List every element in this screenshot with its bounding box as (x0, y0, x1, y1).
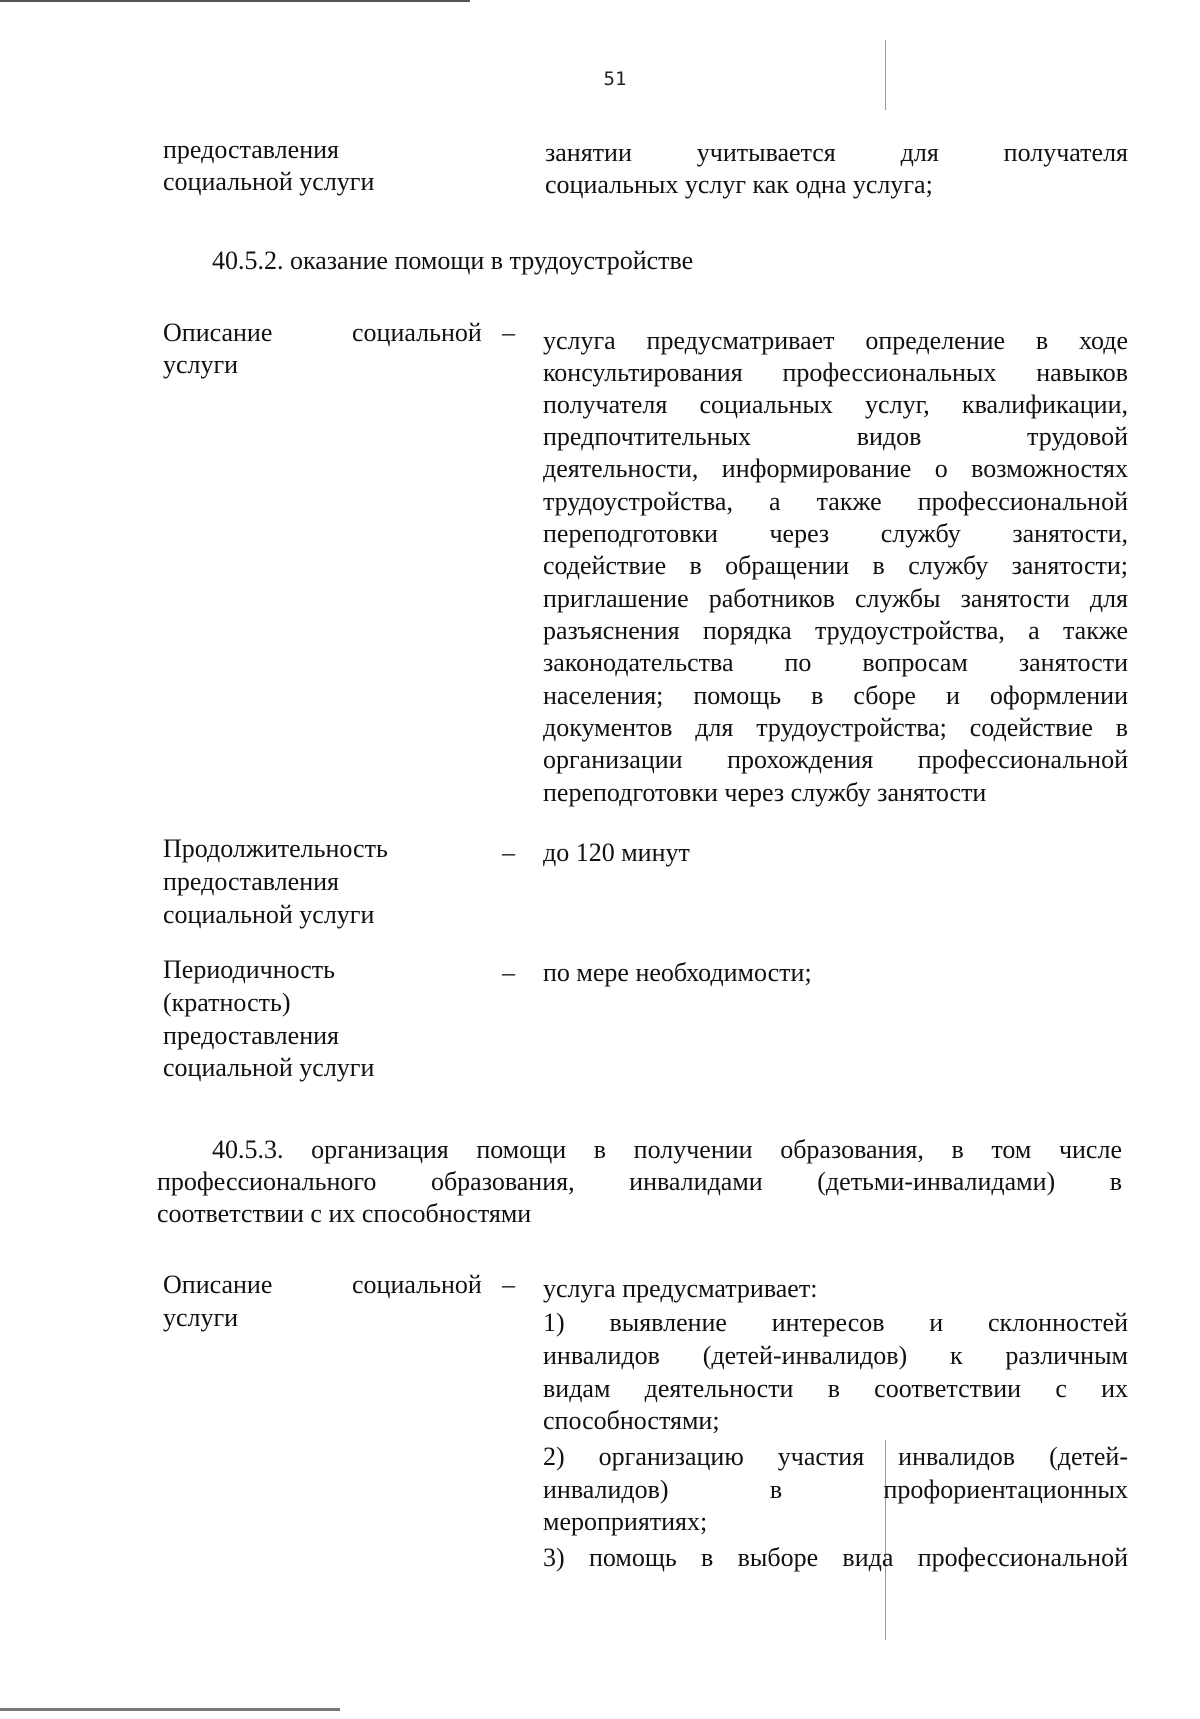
description-line: переподготовки через службу занятости, (543, 519, 1128, 548)
top-left-line-2: социальной услуги (163, 167, 375, 196)
description-label-word-3: услуги (163, 1303, 239, 1332)
period-label-line-3: предоставления (163, 1021, 339, 1050)
top-right-line-2: социальных услуг как одна услуга; (545, 170, 933, 199)
description-label-word-2: социальной (352, 1270, 482, 1299)
period-value: по мере необходимости; (543, 958, 812, 987)
description-dash: – (502, 1270, 515, 1299)
section-heading-40-5-2: 40.5.2. оказание помощи в трудоустройстве (212, 246, 694, 275)
description-line: законодательства по вопросам занятости (543, 648, 1128, 677)
description-line: содействие в обращении в службу занятости; (543, 551, 1128, 580)
description-line: переподготовки через службу занятости (543, 778, 987, 807)
description-line: услуга предусматривает определение в ходе (543, 326, 1128, 355)
top-left-line-1: предоставления (163, 135, 339, 164)
description-line: трудоустройства, а также профессиональной (543, 487, 1128, 516)
period-label-line-4: социальной услуги (163, 1053, 375, 1082)
description-line: консультирования профессиональных навыков (543, 358, 1128, 387)
description-label-word-3: услуги (163, 350, 239, 379)
description-line: предпочтительных видов трудовой (543, 422, 1128, 451)
scan-border-top (0, 0, 470, 2)
description-line: документов для трудоустройства; содействие в (543, 713, 1128, 742)
scan-border-bottom (0, 1708, 340, 1711)
section-heading-40-5-3-line-2: профессионального образования, инвалидами (детьми-инвалидами) в (157, 1167, 1122, 1196)
description-intro: услуга предусматривает: (543, 1274, 818, 1303)
duration-label-line-2: предоставления (163, 867, 339, 896)
duration-value: до 120 минут (543, 838, 690, 867)
duration-label-line-3: социальной услуги (163, 900, 375, 929)
top-right-line-1: занятии учитывается для получателя (545, 138, 1128, 167)
section-heading-40-5-3-line-3: соответствии с их способностями (157, 1199, 532, 1228)
description-line: организации прохождения профессиональной (543, 745, 1128, 774)
description-label-word-1: Описание (163, 318, 273, 347)
page-number: 51 (603, 68, 627, 90)
duration-label-line-1: Продолжительность (163, 834, 388, 863)
description-line: приглашение работников службы занятости для (543, 584, 1128, 613)
list-item-3-line: 3) помощь в выборе вида профессиональной (543, 1543, 1128, 1572)
description-label-word-1: Описание (163, 1270, 273, 1299)
description-dash: – (502, 318, 515, 347)
description-line: населения; помощь в сборе и оформлении (543, 681, 1128, 710)
duration-dash: – (502, 838, 515, 867)
description-line: разъяснения порядка трудоустройства, а также (543, 616, 1128, 645)
list-item-2-line: инвалидов) в профориентационных (543, 1475, 1128, 1504)
description-line: получателя социальных услуг, квалификации, (543, 390, 1128, 419)
list-item-1-line: способностями; (543, 1406, 720, 1435)
period-dash: – (502, 958, 515, 987)
list-item-1-line: инвалидов (детей-инвалидов) к различным (543, 1341, 1128, 1370)
list-item-1-line: 1) выявление интересов и склонностей (543, 1308, 1128, 1337)
list-item-1-line: видам деятельности в соответствии с их (543, 1374, 1128, 1403)
list-item-2-line: 2) организацию участия инвалидов (детей- (543, 1442, 1128, 1471)
description-line: деятельности, информирование о возможностях (543, 454, 1128, 483)
period-label-line-2: (кратность) (163, 988, 291, 1017)
period-label-line-1: Периодичность (163, 955, 336, 984)
list-item-2-line: мероприятиях; (543, 1507, 708, 1536)
section-heading-40-5-3-line-1: 40.5.3. организация помощи в получении образования, в том числе (212, 1135, 1122, 1164)
description-label-word-2: социальной (352, 318, 482, 347)
